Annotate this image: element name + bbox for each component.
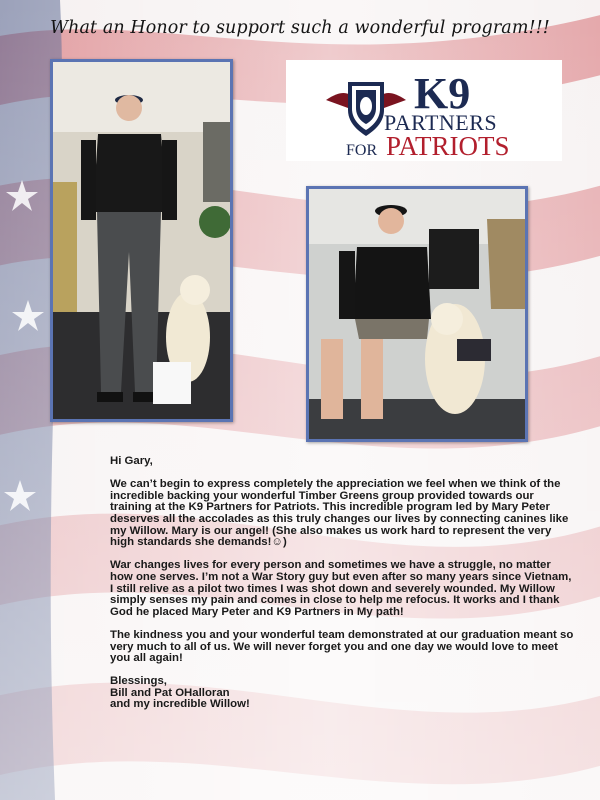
letter-paragraph: War changes lives for every person and sometimes we have a struggle, no matter how one serves. I’m not a War Story guy but even after so many years since Vietnam, I still relive as a pilot two times I was shot down and severely wounded. My Willow simply senses my pain and comes in close to help me refocus. It works and I thank God he placed Mary Peter and K9 Partners in My path! (110, 559, 572, 618)
k9-partners-for-patriots-logo (286, 60, 562, 161)
letter-signature: and my incredible Willow! (110, 698, 250, 711)
logo-partners: PARTNERS (384, 110, 498, 135)
letter-greeting: Hi Gary, (110, 455, 153, 467)
letter-signature: Bill and Pat OHalloran (110, 686, 230, 699)
letter-paragraph: We can’t begin to express completely the appreciation we feel when we think of the incredible backing your wonderful Timber Greens group provided towards our training at the K9 Partners for Patriots. This incredible program led by Mary Peter deserves all the accolades as this truly changes our lives by connecting canines like my Willow. Mary is our angel! (She also makes us work hard to represent the very high standards she demands!☺) (110, 478, 569, 549)
logo-k9: K9 (414, 69, 471, 118)
logo-for: FOR (346, 142, 378, 159)
page-title: What an Honor to support such a wonderful program!!! (50, 18, 550, 38)
thank-you-letter (110, 456, 575, 711)
letter-paragraph: The kindness you and your wonderful team demonstrated at our graduation meant so very much to all of us. We will never forget you and one day we would love to meet you all again! (110, 628, 574, 665)
logo-patriots: PATRIOTS (386, 131, 510, 161)
photo-veteran-seated-with-dog (306, 186, 528, 442)
letter-closing: Blessings, (110, 675, 167, 688)
photo-veteran-standing-with-dog (50, 59, 233, 422)
